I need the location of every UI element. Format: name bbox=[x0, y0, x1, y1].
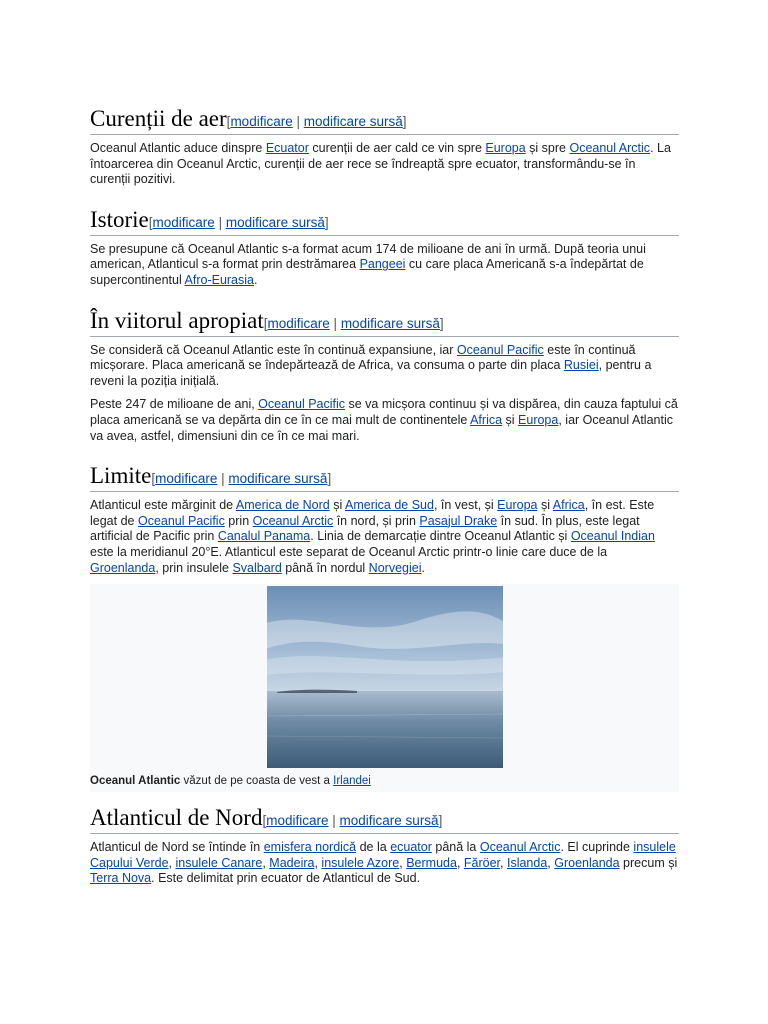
link-groenlanda[interactable]: Groenlanda bbox=[90, 560, 156, 575]
link-groenlanda[interactable]: Groenlanda bbox=[554, 855, 620, 870]
atlantic-ocean-photo[interactable] bbox=[267, 586, 503, 768]
paragraph: Atlanticul este mărginit de America de Nord și America de Sud, în vest, și Europa și Africa, în est. Este legat de Oceanul Pacific prin Oceanul Arctic în nord, și prin Pasajul Drake în sud. În plus, este legat artificial de Pacific prin Canalul Panama. Linia de demarcație dintre Oceanul Atlantic și Oceanul Indian este la meridianul 20°E. Atlanticul este separat de Oceanul Arctic printr-o linie care duce de la Groenlanda, prin insulele Svalbard până în nordul Norvegiei. bbox=[90, 498, 655, 575]
link-ecuator[interactable]: Ecuator bbox=[265, 141, 309, 155]
edit-links: [modificare | modificare sursă] bbox=[148, 214, 329, 230]
paragraph: Se presupune că Oceanul Atlantic s-a format acum 174 de milioane de ani în urmă. După teoria unui american, Atlanticul s-a format prin destrămarea Pangeei cu care placa Americană s-a îndepărtat de supercontinentul Afro-Eurasia. bbox=[90, 241, 646, 287]
link-insulele-capului-verde[interactable]: insulele Capului Verde bbox=[90, 840, 676, 870]
paragraph: Se consideră că Oceanul Atlantic este în continuă expansiune, iar Oceanul Pacific este în continuă micșorare. Placa americană se îndepărtează de Africa, va consuma o parte din placa Rusiei, pentru a reveni la poziția inițială. bbox=[90, 342, 652, 388]
link-europa[interactable]: Europa bbox=[518, 412, 559, 427]
edit-links: [modificare | modificare sursă] bbox=[151, 471, 332, 487]
link-insulele-azore[interactable]: insulele Azore bbox=[321, 855, 400, 870]
link-canalul-panama[interactable]: Canalul Panama bbox=[217, 529, 311, 544]
section-title: Atlanticul de Nord bbox=[90, 805, 263, 831]
paragraph: Atlanticul de Nord se întinde în emisfera nordică de la ecuator până la Oceanul Arctic. El cuprinde insulele Capului Verde, insulele Canare, Madeira, insulele Azore, Bermuda, Făröer, Islanda, Groenlanda precum și Terra Nova. Este delimitat prin ecuator de Atlanticul de Sud. bbox=[90, 840, 678, 886]
link-islanda[interactable]: Islanda bbox=[506, 855, 548, 870]
link-norvegiei[interactable]: Norvegiei bbox=[368, 560, 422, 575]
paragraph: Peste 247 de milioane de ani, Oceanul Pacific se va micșora continuu și va dispărea, din cauza faptului că placa americană se va depărta din ce în ce mai mult de continentele Africa și Europa, iar Oceanul Atlantic va avea, astfel, dimensiuni din ce în ce mai mari. bbox=[90, 397, 678, 443]
link-oceanul-arctic[interactable]: Oceanul Arctic bbox=[252, 513, 334, 528]
link-europa[interactable]: Europa bbox=[497, 498, 538, 513]
link-america-de-sud[interactable]: America de Sud bbox=[345, 498, 434, 513]
link-africa[interactable]: Africa bbox=[552, 498, 585, 513]
link-oceanul-arctic[interactable]: Oceanul Arctic bbox=[479, 840, 561, 855]
link-bermuda[interactable]: Bermuda bbox=[406, 855, 457, 870]
link-pangeei[interactable]: Pangeei bbox=[359, 257, 406, 272]
section-heading-north-atlantic bbox=[90, 804, 679, 834]
edit-links: [modificare | modificare sursă] bbox=[226, 114, 407, 129]
link-europa[interactable]: Europa bbox=[485, 141, 526, 155]
figure-caption: Oceanul Atlantic văzut de pe coasta de vest a Irlandei bbox=[90, 775, 371, 788]
section-title: Istorie bbox=[90, 206, 149, 232]
section-title: Limite bbox=[90, 463, 152, 489]
edit-source-link[interactable]: modificare sursă bbox=[225, 214, 325, 230]
edit-link[interactable]: modificare bbox=[155, 471, 218, 487]
edit-links: [modificare | modificare sursă] bbox=[262, 813, 443, 829]
link-rusiei[interactable]: Rusiei bbox=[563, 358, 599, 373]
section-heading-limits bbox=[90, 462, 679, 492]
edit-source-link[interactable]: modificare sursă bbox=[339, 813, 439, 829]
link-america-de-nord[interactable]: America de Nord bbox=[235, 498, 330, 513]
link-oceanul-pacific[interactable]: Oceanul Pacific bbox=[137, 513, 225, 528]
section-heading-history bbox=[90, 206, 679, 236]
section-title: Curenții de aer bbox=[90, 106, 227, 131]
section-heading-air-currents bbox=[90, 105, 679, 135]
link-oceanul-pacific[interactable]: Oceanul Pacific bbox=[258, 397, 346, 412]
link-oceanul-indian[interactable]: Oceanul Indian bbox=[570, 529, 655, 544]
section-title: În viitorul apropiat bbox=[90, 307, 264, 333]
link-africa[interactable]: Africa bbox=[470, 412, 503, 427]
section-heading-future bbox=[90, 307, 679, 337]
link-irlandei[interactable]: Irlandei bbox=[333, 775, 371, 788]
link-afro-eurasia[interactable]: Afro-Eurasia bbox=[184, 272, 254, 287]
link-faroer[interactable]: Făröer bbox=[463, 855, 501, 870]
edit-links: [modificare | modificare sursă] bbox=[263, 315, 444, 331]
edit-source-link[interactable]: modificare sursă bbox=[340, 315, 440, 331]
link-svalbard[interactable]: Svalbard bbox=[232, 560, 282, 575]
link-pasajul-drake[interactable]: Pasajul Drake bbox=[419, 513, 498, 528]
edit-link[interactable]: modificare bbox=[267, 315, 330, 331]
edit-link[interactable]: modificare bbox=[266, 813, 329, 829]
edit-source-link[interactable]: modificare sursă bbox=[303, 114, 403, 129]
edit-source-link[interactable]: modificare sursă bbox=[228, 471, 328, 487]
link-madeira[interactable]: Madeira bbox=[269, 855, 315, 870]
link-insulele-canare[interactable]: insulele Canare bbox=[175, 855, 263, 870]
edit-link[interactable]: modificare bbox=[152, 214, 215, 230]
link-ecuator[interactable]: ecuator bbox=[390, 840, 432, 855]
link-oceanul-arctic[interactable]: Oceanul Arctic bbox=[569, 141, 651, 155]
link-emisfera-nordica[interactable]: emisfera nordică bbox=[263, 840, 357, 855]
edit-link[interactable]: modificare bbox=[230, 114, 293, 129]
article-content bbox=[90, 105, 679, 895]
ocean-figure bbox=[90, 584, 679, 792]
paragraph: Oceanul Atlantic aduce dinspre Ecuator curenții de aer cald ce vin spre Europa și spre Oceanul Arctic. La întoarcerea din Oceanul Arctic, curenții de aer rece se îndreaptă spre ecuator, transformându-se în curenții pozitivi. bbox=[90, 141, 671, 187]
link-terra-nova[interactable]: Terra Nova bbox=[90, 871, 152, 886]
link-oceanul-pacific[interactable]: Oceanul Pacific bbox=[456, 342, 544, 357]
